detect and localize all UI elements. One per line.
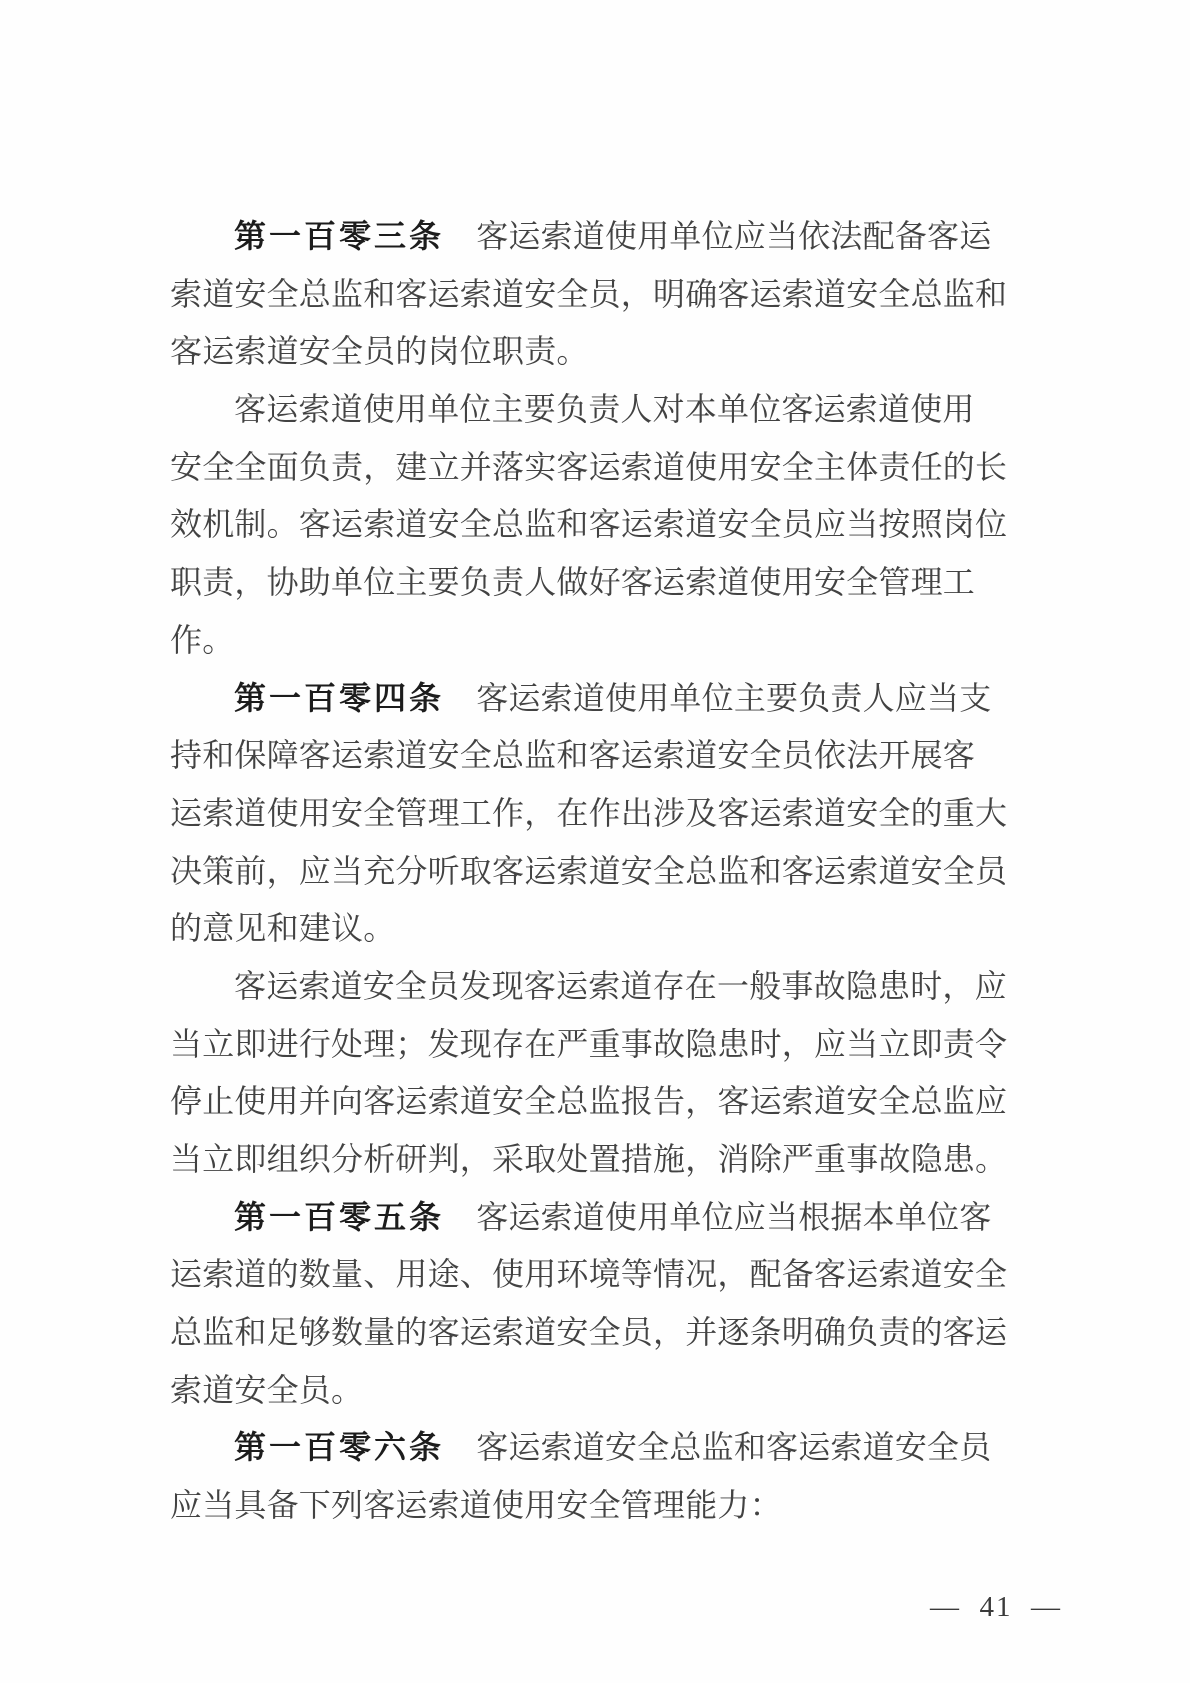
text-line [170,1362,1020,1420]
line-text: 作。 [170,621,235,658]
text-line [170,266,1020,324]
line-text: 职责，协助单位主要负责人做好客运索道使用安全管理工 [170,564,976,601]
text-line [170,958,1020,1016]
document-body [170,208,1020,1535]
text-line [170,323,1020,381]
line-text: 客运索道使用单位主要负责人对本单位客运索道使用 [234,391,975,428]
text-line [170,1016,1020,1074]
page-number-text: — 41 — [930,1591,1062,1623]
article-number: 第一百零六条 [234,1429,445,1466]
text-line [170,1304,1020,1362]
line-text: 客运索道使用单位主要负责人应当支 [444,679,992,716]
text-line [170,1131,1020,1189]
text-line [170,1246,1020,1304]
text-line [170,1189,1020,1247]
text-line [170,900,1020,958]
line-text: 客运索道安全总监和客运索道安全员 [444,1429,992,1466]
text-line [170,554,1020,612]
line-text: 安全全面负责，建立并落实客运索道使用安全主体责任的长 [170,448,1008,485]
text-line [170,496,1020,554]
article-number: 第一百零五条 [234,1198,445,1235]
line-text: 总监和足够数量的客运索道安全员，并逐条明确负责的客运 [170,1314,1008,1351]
text-line [170,670,1020,728]
line-text: 效机制。客运索道安全总监和客运索道安全员应当按照岗位 [170,506,1008,543]
line-text: 客运索道使用单位应当根据本单位客 [444,1198,992,1235]
line-text: 索道安全总监和客运索道安全员，明确客运索道安全总监和 [170,275,1008,312]
line-text: 当立即进行处理；发现存在严重事故隐患时，应当立即责令 [170,1025,1008,1062]
line-text: 的意见和建议。 [170,910,396,947]
page-number [893,1558,1062,1657]
article-number: 第一百零三条 [234,218,445,254]
line-text: 停止使用并向客运索道安全总监报告，客运索道安全总监应 [170,1083,1008,1120]
text-line [170,843,1020,901]
line-text: 决策前，应当充分听取客运索道安全总监和客运索道安全员 [170,852,1008,889]
article-number: 第一百零四条 [234,679,445,716]
text-line [170,381,1020,439]
line-text: 客运索道使用单位应当依法配备客运 [444,218,992,254]
text-line [170,785,1020,843]
text-line [170,612,1020,670]
line-text: 运索道的数量、用途、使用环境等情况，配备客运索道安全 [170,1256,1008,1293]
text-line [170,1419,1020,1477]
line-text: 当立即组织分析研判，采取处置措施，消除严重事故隐患。 [170,1141,1008,1177]
line-text: 客运索道安全员的岗位职责。 [170,333,589,370]
text-line [170,1073,1020,1131]
line-text: 应当具备下列客运索道使用安全管理能力： [170,1487,782,1524]
text-line [170,1477,1020,1535]
text-line [170,208,1020,266]
line-text: 客运索道安全员发现客运索道存在一般事故隐患时，应 [234,967,1007,1004]
text-line [170,439,1020,497]
line-text: 持和保障客运索道安全总监和客运索道安全员依法开展客 [170,737,976,774]
line-text: 索道安全员。 [170,1371,364,1408]
line-text: 运索道使用安全管理工作，在作出涉及客运索道安全的重大 [170,794,1008,831]
text-line [170,727,1020,785]
